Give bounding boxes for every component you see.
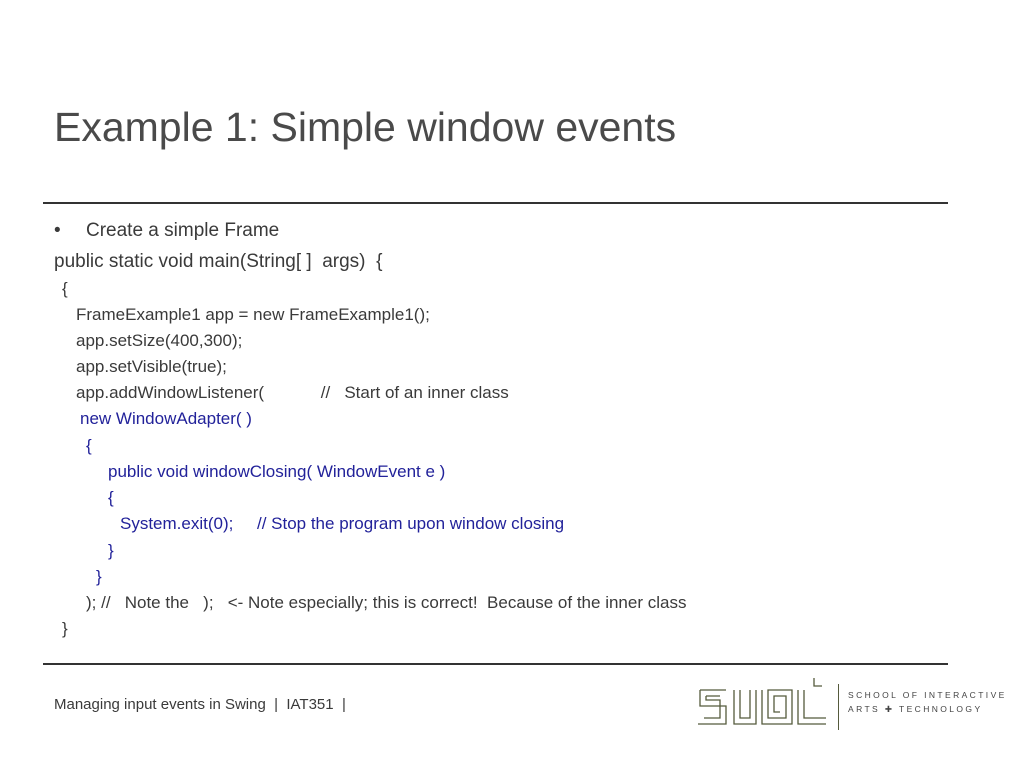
code-line: {: [108, 488, 114, 507]
code-line: {: [62, 279, 68, 298]
code-line: }: [108, 541, 114, 560]
slide-title: Example 1: Simple window events: [54, 104, 677, 150]
code-line: System.exit(0); // Stop the program upon window closing: [120, 514, 565, 533]
bottom-divider: [43, 663, 948, 665]
code-line: public static void main(String[ ] args) {: [54, 251, 383, 272]
code-line: }: [96, 567, 102, 586]
code-line: public void windowClosing( WindowEvent e ): [108, 462, 446, 481]
siat-logo-icon: [696, 676, 832, 737]
footer-text: Managing input events in Swing | IAT351 |: [54, 696, 346, 713]
code-line: FrameExample1 app = new FrameExample1();: [76, 305, 430, 324]
code-line: ); // Note the ); <- Note especially; this is correct! Because of the inner class: [86, 593, 687, 612]
code-line: app.addWindowListener( // Start of an inner class: [76, 383, 509, 402]
code-line: app.setVisible(true);: [76, 357, 227, 376]
bullet-text: Create a simple Frame: [86, 220, 280, 241]
bullet-marker: •: [54, 220, 61, 241]
code-line: }: [62, 619, 68, 638]
code-line: {: [86, 436, 92, 455]
school-name-line2: ARTS ✚ TECHNOLOGY: [848, 704, 983, 714]
school-name-line1: SCHOOL OF INTERACTIVE: [848, 690, 1007, 700]
code-line: app.setSize(400,300);: [76, 331, 243, 350]
logo-separator: [838, 684, 839, 730]
code-line: new WindowAdapter( ): [80, 409, 252, 428]
